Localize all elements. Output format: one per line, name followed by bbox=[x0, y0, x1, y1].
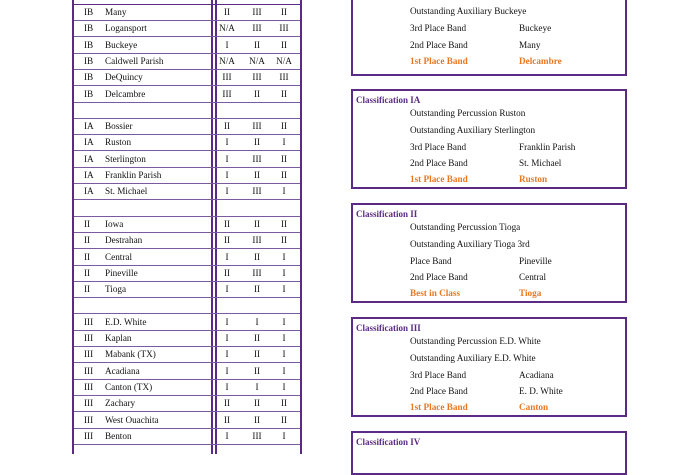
ib-third-value: Buckeye bbox=[519, 23, 552, 33]
judge2-rating: III bbox=[252, 235, 262, 246]
results-table bbox=[72, 0, 302, 454]
school-cell: Iowa bbox=[105, 218, 124, 229]
table-row bbox=[74, 281, 300, 298]
ib-third-label: 3rd Place Band bbox=[410, 23, 467, 33]
table-row bbox=[74, 69, 300, 86]
judge3-rating: II bbox=[280, 170, 288, 180]
class-cell: II bbox=[84, 218, 91, 229]
school-cell: Logansport bbox=[105, 23, 147, 34]
judge3-rating: I bbox=[282, 251, 286, 262]
iii-percussion: Outstanding Percussion E.D. White bbox=[410, 336, 541, 346]
table-row bbox=[74, 151, 300, 168]
judge3-rating: III bbox=[279, 23, 289, 34]
judge1-rating: I bbox=[225, 153, 229, 164]
table-row bbox=[74, 249, 300, 266]
table-row bbox=[74, 167, 300, 184]
school-cell: St. Michael bbox=[105, 186, 148, 197]
ib-second-label: 2nd Place Band bbox=[410, 40, 468, 50]
judge2-rating: III bbox=[252, 7, 262, 17]
class-cell: III bbox=[84, 381, 94, 392]
iv-title: Classification IV bbox=[356, 437, 421, 447]
table-row bbox=[74, 379, 300, 396]
ia-first-label: 1st Place Band bbox=[410, 174, 468, 184]
school-cell: Buckeye bbox=[105, 39, 138, 50]
school-cell: Canton (TX) bbox=[105, 381, 153, 392]
school-cell: Bossier bbox=[105, 121, 133, 132]
judge3-rating: I bbox=[282, 381, 286, 392]
table-row bbox=[74, 428, 300, 445]
classification-ib-box bbox=[351, 0, 627, 76]
judge3-rating: II bbox=[280, 121, 288, 132]
judge2-rating: III bbox=[252, 72, 262, 83]
judge1-rating: I bbox=[225, 430, 229, 441]
table-row bbox=[74, 134, 300, 151]
class-cell: IA bbox=[84, 121, 94, 132]
table-spacer-row bbox=[74, 297, 300, 314]
judge2-rating: II bbox=[253, 218, 261, 229]
school-cell: Zachary bbox=[105, 398, 136, 409]
judge2-rating: II bbox=[253, 414, 261, 425]
class-cell: III bbox=[84, 316, 94, 327]
ia-second-value: St. Michael bbox=[519, 158, 562, 168]
iii-second-label: 2nd Place Band bbox=[410, 386, 468, 396]
judge3-rating: I bbox=[282, 186, 286, 197]
school-cell: DeQuincy bbox=[105, 72, 143, 83]
table-row bbox=[74, 216, 300, 233]
ii-third-label: Place Band bbox=[410, 256, 452, 266]
judge2-rating: III bbox=[252, 153, 262, 164]
ib-auxiliary: Outstanding Auxiliary Buckeye bbox=[410, 6, 527, 16]
judge3-rating: II bbox=[280, 398, 288, 409]
judge3-rating: II bbox=[280, 39, 288, 50]
judge2-rating: II bbox=[253, 284, 261, 295]
judge2-rating: II bbox=[253, 39, 261, 50]
judge3-rating: I bbox=[282, 284, 286, 295]
judge1-rating: III bbox=[222, 72, 232, 83]
table-row bbox=[74, 53, 300, 70]
class-cell: III bbox=[84, 430, 94, 441]
judge2-rating: II bbox=[253, 333, 261, 343]
class-cell: III bbox=[84, 398, 94, 409]
judge1-rating: I bbox=[225, 251, 229, 262]
judge2-rating: N/A bbox=[249, 55, 265, 66]
class-cell: II bbox=[84, 235, 91, 246]
school-cell: Benton bbox=[105, 430, 132, 441]
judge3-rating: II bbox=[280, 88, 288, 99]
school-cell: Many bbox=[105, 7, 127, 17]
class-cell: IB bbox=[84, 7, 94, 17]
iii-third-label: 3rd Place Band bbox=[410, 370, 467, 380]
judge1-rating: I bbox=[225, 186, 229, 197]
class-cell: IB bbox=[84, 39, 94, 50]
judge1-rating: III bbox=[222, 88, 232, 99]
ii-second-value: Central bbox=[519, 272, 547, 282]
judge2-rating: II bbox=[253, 349, 261, 360]
school-cell: Franklin Parish bbox=[105, 170, 162, 180]
ib-second-value: Many bbox=[519, 40, 541, 50]
judge2-rating: III bbox=[252, 267, 262, 278]
judge1-rating: I bbox=[225, 137, 229, 148]
school-cell: Delcambre bbox=[105, 88, 146, 99]
school-cell: West Ouachita bbox=[105, 414, 159, 425]
judge1-rating: I bbox=[225, 170, 229, 180]
judge1-rating: II bbox=[223, 121, 231, 132]
judge3-rating: I bbox=[282, 365, 286, 376]
school-cell: Central bbox=[105, 251, 133, 262]
classification-ia-box bbox=[351, 89, 627, 189]
class-cell: IB bbox=[84, 88, 94, 99]
judge2-rating: II bbox=[253, 365, 261, 376]
class-cell: IA bbox=[84, 170, 94, 180]
school-cell: Kaplan bbox=[105, 333, 132, 343]
class-cell: II bbox=[84, 284, 91, 295]
class-cell: IA bbox=[84, 186, 94, 197]
judge3-rating: I bbox=[282, 430, 286, 441]
table-row bbox=[74, 37, 300, 54]
class-cell: IB bbox=[84, 23, 94, 34]
judge1-rating: N/A bbox=[219, 23, 235, 34]
table-row bbox=[74, 86, 300, 103]
school-cell: Tioga bbox=[105, 284, 127, 295]
judge3-rating: III bbox=[279, 72, 289, 83]
judge3-rating: II bbox=[280, 218, 288, 229]
class-cell: II bbox=[84, 267, 91, 278]
judge1-rating: II bbox=[223, 235, 231, 246]
ib-first-label: 1st Place Band bbox=[410, 56, 468, 66]
ia-third-value: Franklin Parish bbox=[519, 142, 576, 152]
class-cell: III bbox=[84, 365, 94, 376]
ii-auxiliary: Outstanding Auxiliary Tioga 3rd bbox=[410, 239, 530, 249]
judge2-rating: III bbox=[252, 430, 262, 441]
judge3-rating: II bbox=[280, 153, 288, 164]
judge2-rating: I bbox=[255, 381, 259, 392]
table-row bbox=[74, 363, 300, 380]
iii-third-value: Acadiana bbox=[519, 370, 554, 380]
judge3-rating: I bbox=[282, 316, 286, 327]
ib-first-value: Delcambre bbox=[519, 56, 562, 66]
judge2-rating: II bbox=[253, 251, 261, 262]
class-cell: III bbox=[84, 414, 94, 425]
judge1-rating: II bbox=[223, 7, 231, 17]
judge2-rating: I bbox=[255, 316, 259, 327]
ii-title: Classification II bbox=[356, 209, 418, 219]
table-row bbox=[74, 232, 300, 249]
table-row bbox=[74, 20, 300, 37]
judge2-rating: II bbox=[253, 170, 261, 180]
judge1-rating: II bbox=[223, 398, 231, 409]
table-row bbox=[74, 412, 300, 429]
school-cell: Caldwell Parish bbox=[105, 55, 164, 66]
class-cell: III bbox=[84, 333, 94, 343]
table-row bbox=[74, 118, 300, 135]
school-cell: Sterlington bbox=[105, 153, 146, 164]
judge2-rating: II bbox=[253, 137, 261, 148]
ii-second-label: 2nd Place Band bbox=[410, 272, 468, 282]
ia-second-label: 2nd Place Band bbox=[410, 158, 468, 168]
school-cell: E.D. White bbox=[105, 316, 147, 327]
judge2-rating: III bbox=[252, 186, 262, 197]
judge1-rating: I bbox=[225, 349, 229, 360]
ia-percussion: Outstanding Percussion Ruston bbox=[410, 108, 526, 118]
table-row bbox=[74, 265, 300, 282]
ii-percussion: Outstanding Percussion Tioga bbox=[410, 222, 521, 232]
class-cell: II bbox=[84, 251, 91, 262]
ii-first-value: Tioga bbox=[519, 288, 542, 298]
classification-iv-box bbox=[351, 431, 627, 475]
school-cell: Destrahan bbox=[105, 235, 143, 246]
judge1-rating: I bbox=[225, 333, 229, 343]
judge1-rating: N/A bbox=[219, 55, 235, 66]
class-cell: IA bbox=[84, 153, 94, 164]
table-row bbox=[74, 183, 300, 200]
judge3-rating: I bbox=[282, 137, 286, 148]
judge3-rating: I bbox=[282, 267, 286, 278]
judge1-rating: II bbox=[223, 267, 231, 278]
classification-ii-box bbox=[351, 203, 627, 303]
judge3-rating: N/A bbox=[276, 55, 292, 66]
judge1-rating: I bbox=[225, 39, 229, 50]
class-cell: IB bbox=[84, 72, 94, 83]
judge3-rating: II bbox=[280, 414, 288, 425]
ia-first-value: Ruston bbox=[519, 174, 548, 184]
class-cell: IB bbox=[84, 55, 94, 66]
school-cell: Ruston bbox=[105, 137, 132, 148]
judge1-rating: I bbox=[225, 365, 229, 376]
school-cell: Mabank (TX) bbox=[105, 349, 156, 360]
judge3-rating: II bbox=[280, 7, 288, 17]
judge3-rating: II bbox=[280, 235, 288, 246]
school-cell: Acadiana bbox=[105, 365, 140, 376]
table-row bbox=[74, 314, 300, 331]
table-row bbox=[74, 395, 300, 412]
table-spacer-row bbox=[74, 102, 300, 119]
table-row bbox=[74, 346, 300, 363]
ia-title: Classification IA bbox=[356, 95, 421, 105]
ia-third-label: 3rd Place Band bbox=[410, 142, 467, 152]
judge2-rating: III bbox=[252, 23, 262, 34]
table-spacer-row bbox=[74, 200, 300, 217]
iii-first-label: 1st Place Band bbox=[410, 402, 468, 412]
ia-auxiliary: Outstanding Auxiliary Sterlington bbox=[410, 125, 536, 135]
judge2-rating: III bbox=[252, 121, 262, 132]
table-row bbox=[74, 330, 300, 347]
judge3-rating: I bbox=[282, 333, 286, 343]
header-school bbox=[144, 0, 167, 1]
iii-auxiliary: Outstanding Auxiliary E.D. White bbox=[410, 353, 536, 363]
judge1-rating: I bbox=[225, 381, 229, 392]
judge1-rating: I bbox=[225, 316, 229, 327]
ii-third-value: Pineville bbox=[519, 256, 552, 266]
judge2-rating: II bbox=[253, 88, 261, 99]
judge2-rating: II bbox=[253, 398, 261, 409]
table-row bbox=[74, 4, 300, 21]
school-cell: Pineville bbox=[105, 267, 138, 278]
classification-iii-box bbox=[351, 317, 627, 417]
iii-title: Classification III bbox=[356, 323, 421, 333]
judge1-rating: II bbox=[223, 218, 231, 229]
iii-second-value: E. D. White bbox=[519, 386, 563, 396]
judge1-rating: II bbox=[223, 414, 231, 425]
class-cell: III bbox=[84, 349, 94, 360]
class-cell: IA bbox=[84, 137, 94, 148]
iii-first-value: Canton bbox=[519, 402, 549, 412]
judge3-rating: I bbox=[282, 349, 286, 360]
ii-first-label: Best in Class bbox=[410, 288, 461, 298]
judge1-rating: I bbox=[225, 284, 229, 295]
